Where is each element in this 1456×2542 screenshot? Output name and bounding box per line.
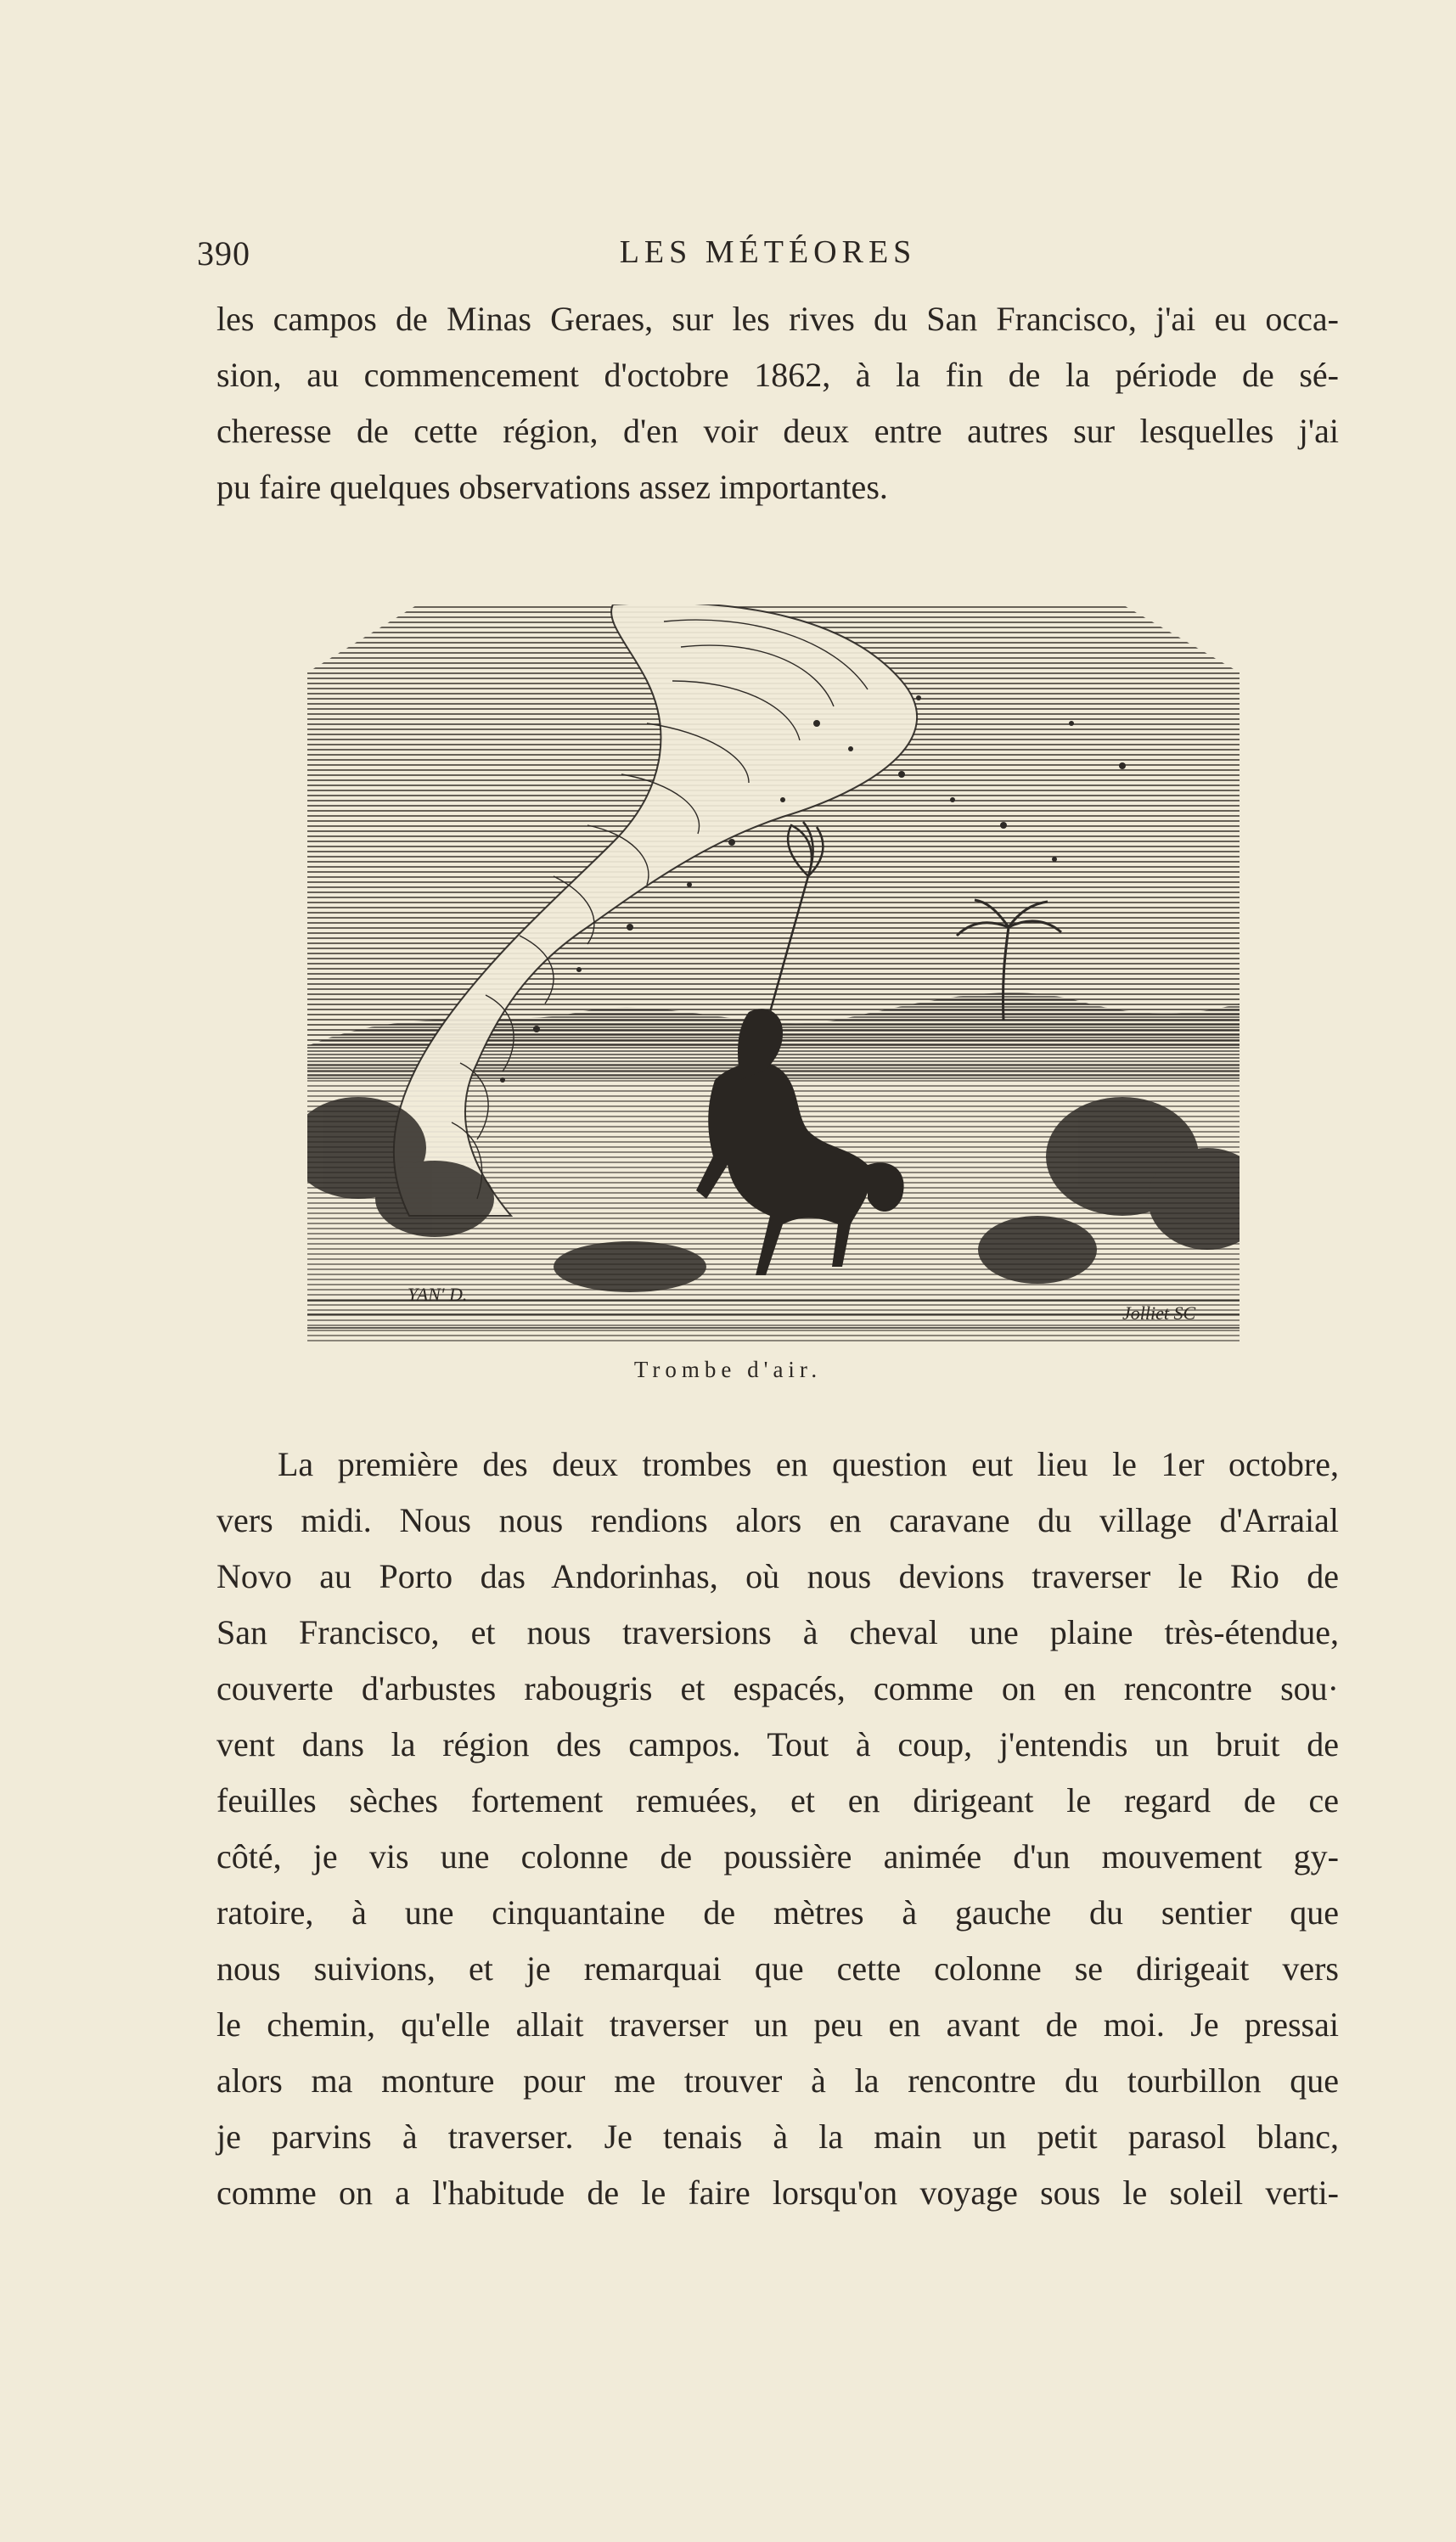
text-line: alors ma monture pour me trouver à la rencontre du tourbillon que [216,2061,1339,2100]
text-line: côté, je vis une colonne de poussière animée d'un mouvement gy- [216,1837,1339,1876]
text-line: cheresse de cette région, d'en voir deux entre autres sur lesquelles j'ai [216,412,1339,450]
text-line: Novo au Porto das Andorinhas, où nous devions traverser le Rio de [216,1557,1339,1595]
text-line: La première des deux trombes en question eut lieu le 1er octobre, [278,1445,1339,1483]
text-line: nous suivions, et je remarquai que cette colonne se dirigeait vers [216,1949,1339,1988]
text-line: vers midi. Nous nous rendions alors en caravane du village d'Arraial [216,1501,1339,1539]
text-line: couverte d'arbustes rabougris et espacés, comme on en rencontre sou· [216,1669,1339,1707]
page-header [197,233,1339,276]
text-line: feuilles sèches fortement remuées, et en dirigeant le regard de ce [216,1781,1339,1819]
text-line: pu faire quelques observations assez importantes. [216,468,888,506]
whirlwind-engraving [307,605,1240,1343]
text-line: le chemin, qu'elle allait traverser un peu en avant de moi. Je pressai [216,2005,1339,2044]
text-line: ratoire, à une cinquantaine de mètres à gauche du sentier que [216,1893,1339,1932]
text-line: comme on a l'habitude de le faire lorsqu'on voyage sous le soleil verti- [216,2174,1339,2212]
engraving-figure [307,605,1240,1343]
text-line: je parvins à traverser. Je tenais à la main un petit parasol blanc, [216,2117,1339,2156]
engraver-signature-right: Jolliet SC [1122,1302,1196,1324]
paragraph-intro [216,291,1339,515]
text-line: sion, au commencement d'octobre 1862, à la fin de la période de sé- [216,356,1339,394]
running-title: LES MÉTÉORES [619,234,917,270]
paragraph-main [216,1437,1339,2221]
text-line: les campos de Minas Geraes, sur les rives du San Francisco, j'ai eu occa- [216,300,1339,338]
engraver-signature-left: YAN' D. [408,1284,468,1305]
figure-caption: Trombe d'air. [633,1357,823,1382]
text-line: San Francisco, et nous traversions à cheval une plaine très-étendue, [216,1613,1339,1651]
page-number: 390 [197,234,250,273]
text-line: vent dans la région des campos. Tout à coup, j'entendis un bruit de [216,1725,1339,1763]
